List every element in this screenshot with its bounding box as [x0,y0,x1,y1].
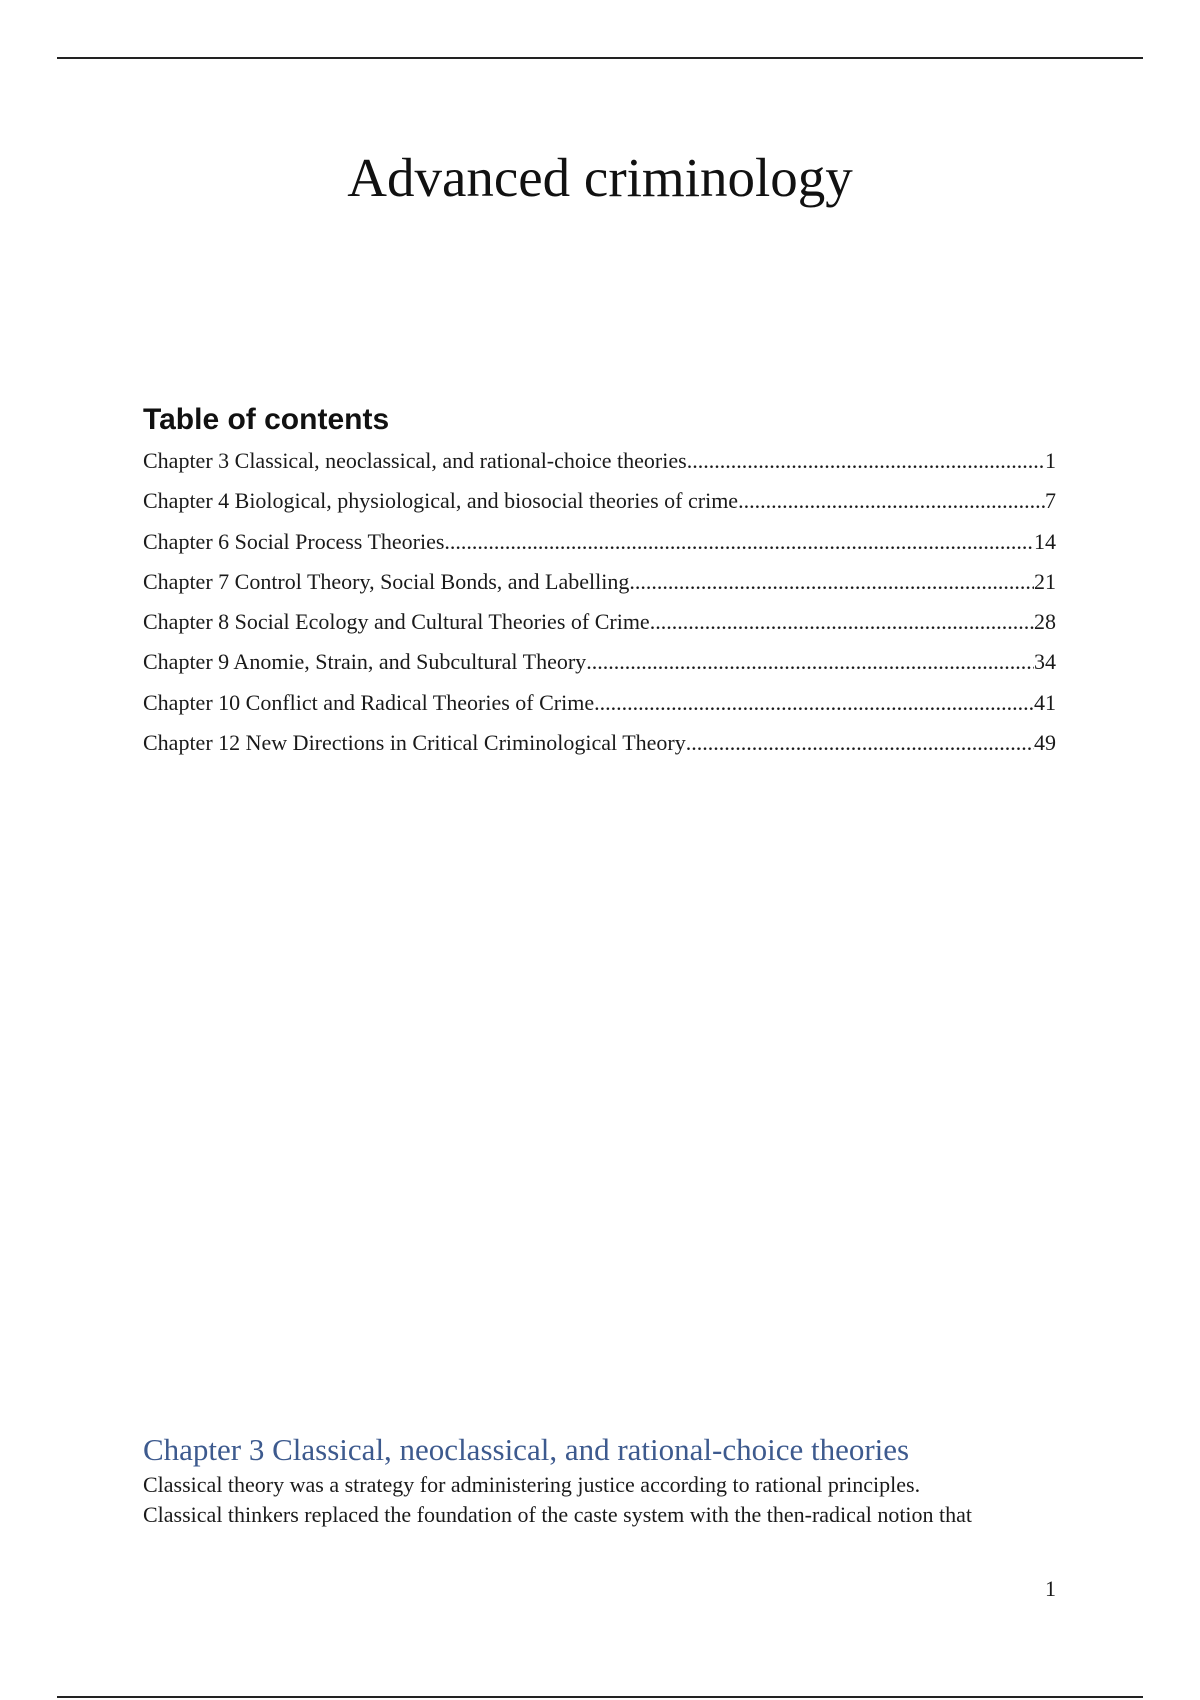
toc-dot-leader [738,488,1045,514]
bottom-page-rule [57,1696,1143,1698]
toc-entry-title: Chapter 8 Social Ecology and Cultural Theories of Crime [143,609,650,635]
document-title: Advanced criminology [347,147,853,208]
toc-dot-leader [687,448,1045,474]
toc-entry-page: 49 [1034,730,1056,756]
toc-dot-leader [444,529,1034,555]
chapter-body-paragraph [143,1470,1083,1530]
toc-entry-chapter-10[interactable] [143,690,1056,730]
toc-dot-leader [629,569,1034,595]
toc-entry-chapter-8[interactable] [143,609,1056,649]
body-text-line: Classical thinkers replaced the foundation of the caste system with the then-radical notion that [143,1502,973,1527]
toc-entry-page: 21 [1034,568,1056,594]
toc-entry-title: Chapter 6 Social Process Theories [143,528,445,554]
toc-dot-leader [586,649,1034,675]
toc-entry-page: 14 [1034,528,1056,554]
toc-entry-page: 34 [1034,649,1056,675]
page-number: 1 [1045,1576,1056,1601]
chapter-heading: Chapter 3 Classical, neoclassical, and rational-choice theories [143,1432,910,1467]
toc-entry-title: Chapter 9 Anomie, Strain, and Subcultural Theory [143,649,587,675]
toc-entry-page: 1 [1045,448,1056,473]
toc-entry-title: Chapter 4 Biological, physiological, and biosocial theories of crime [143,488,739,514]
toc-entry-chapter-6[interactable] [143,529,1056,569]
table-of-contents [143,398,1056,770]
toc-entry-title: Chapter 7 Control Theory, Social Bonds, and Labelling [143,568,630,594]
top-page-rule [57,57,1143,59]
toc-entry-page: 41 [1034,689,1056,715]
toc-list [143,448,1056,770]
toc-entry-chapter-12[interactable] [143,730,1056,770]
toc-entry-page: 7 [1045,488,1056,514]
toc-entry-title: Chapter 12 New Directions in Critical Criminological Theory [143,730,686,756]
toc-entry-chapter-3[interactable] [143,448,1056,488]
toc-dot-leader [650,609,1034,635]
toc-dot-leader [686,730,1034,756]
toc-dot-leader [594,690,1034,716]
toc-entry-chapter-7[interactable] [143,569,1056,609]
body-text-line: Classical theory was a strategy for administering justice according to rational principles. [143,1472,921,1497]
toc-entry-title: Chapter 3 Classical, neoclassical, and rational-choice theories [143,448,687,473]
toc-entry-chapter-9[interactable] [143,649,1056,689]
toc-entry-page: 28 [1034,609,1056,635]
toc-heading: Table of contents [143,403,390,436]
toc-entry-chapter-4[interactable] [143,488,1056,528]
toc-entry-title: Chapter 10 Conflict and Radical Theories of Crime [143,689,595,715]
